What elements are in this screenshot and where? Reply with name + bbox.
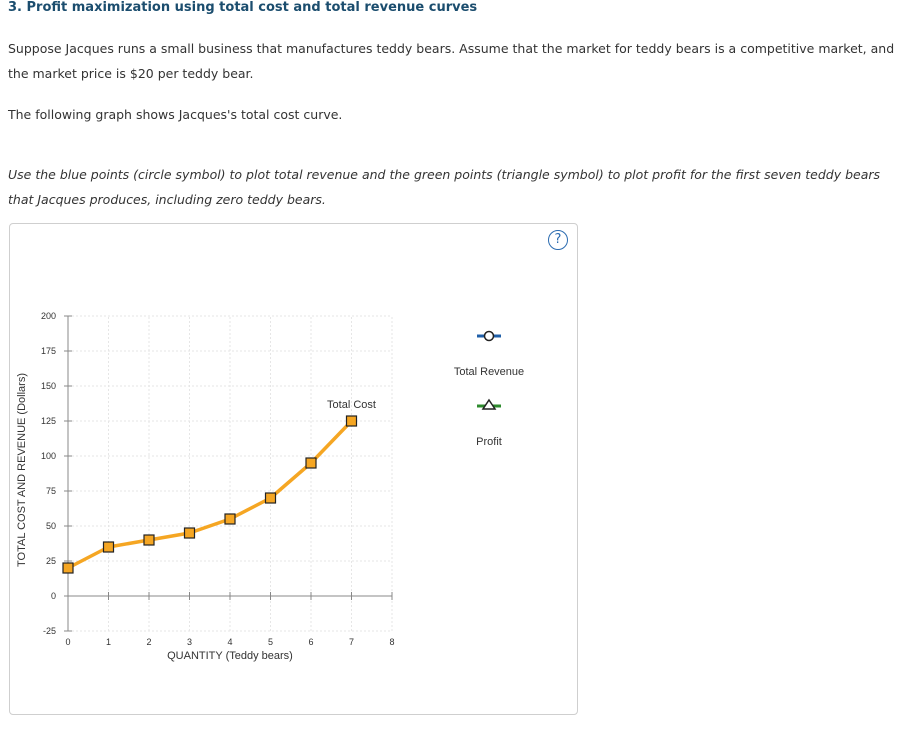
axes xyxy=(64,316,392,631)
x-tick-label: 8 xyxy=(389,637,395,647)
total-cost-point[interactable] xyxy=(63,563,73,573)
y-tick-label: 150 xyxy=(40,381,56,391)
x-tick-label: 2 xyxy=(146,637,152,647)
circle-marker-icon[interactable] xyxy=(485,332,494,341)
profit-legend-label: Profit xyxy=(476,436,502,448)
total-cost-point[interactable] xyxy=(347,416,357,426)
total-cost-label: Total Cost xyxy=(327,399,376,411)
y-tick-label: 125 xyxy=(40,416,56,426)
y-tick-label: 175 xyxy=(40,346,56,356)
x-tick-label: 6 xyxy=(308,637,314,647)
x-tick-label: 1 xyxy=(105,637,112,647)
x-tick-label: 7 xyxy=(348,637,355,647)
x-tick-label: 4 xyxy=(227,637,233,647)
grid xyxy=(68,316,392,631)
x-tick-label: 5 xyxy=(267,637,274,647)
y-tick-label: 25 xyxy=(45,556,56,566)
series-layer[interactable] xyxy=(63,399,376,573)
total-cost-point[interactable] xyxy=(185,528,195,538)
instructions: Use the blue points (circle symbol) to plot total revenue and the green points (triangle symbol) to plot profit for the first seven teddy bears that Jacques produces, including zero teddy bears. xyxy=(8,167,881,207)
y-tick-label: 100 xyxy=(40,451,56,461)
help-icon[interactable]: ? xyxy=(548,230,568,250)
y-tick-label: 75 xyxy=(45,486,56,496)
legend[interactable] xyxy=(454,332,524,449)
total-cost-point[interactable] xyxy=(266,493,276,503)
x-tick-label: 0 xyxy=(65,637,71,647)
total-cost-point[interactable] xyxy=(306,458,316,468)
tick-labels xyxy=(41,311,395,647)
revenue-legend-label: Total Revenue xyxy=(453,366,525,378)
y-tick-label: 200 xyxy=(40,311,56,321)
x-axis-label: QUANTITY (Teddy bears) xyxy=(167,650,293,662)
y-tick-label: 0 xyxy=(50,591,56,601)
graph-note: The following graph shows Jacques's total cost curve. xyxy=(8,107,343,122)
section-heading: 3. Profit maximization using total cost and total revenue curves xyxy=(8,0,478,15)
intro-paragraph: Suppose Jacques runs a small business that manufactures teddy bears. Assume that the market for teddy bears is a competitive market, and the market price is $20 per teddy bear. xyxy=(8,41,895,81)
total-cost-point[interactable] xyxy=(225,514,235,524)
y-tick-label: 50 xyxy=(45,521,56,531)
y-axis-label: TOTAL COST AND REVENUE (Dollars) xyxy=(16,373,28,567)
total-cost-point[interactable] xyxy=(144,535,154,545)
y-tick-label: -25 xyxy=(42,626,56,636)
total-cost-point[interactable] xyxy=(104,542,114,552)
x-tick-label: 3 xyxy=(186,637,193,647)
